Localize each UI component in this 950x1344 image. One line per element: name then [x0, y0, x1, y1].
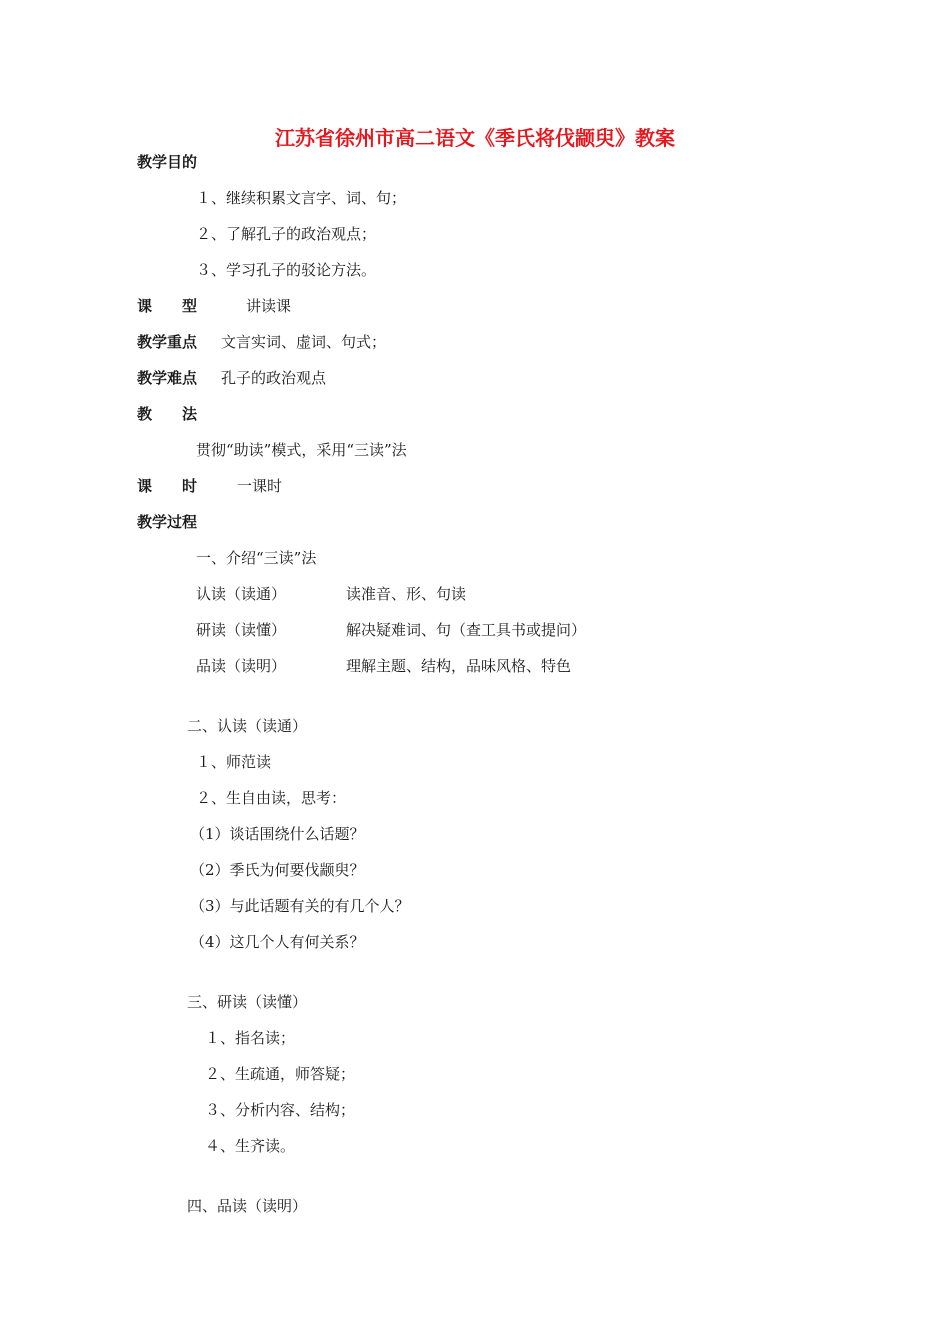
- lesson-type-label: 课 型: [137, 297, 198, 315]
- section3-item-2: ２、生疏通，师答疑；: [205, 1065, 356, 1083]
- read-method-desc-2: 解决疑难词、句（查工具书或提问）: [346, 621, 587, 639]
- method-value: 贯彻“助读”模式，采用“三读”法: [196, 441, 407, 459]
- read-method-desc-1: 读准音、形、句读: [346, 585, 467, 603]
- intro-heading: 一、介绍“三读”法: [196, 549, 317, 567]
- page-title: 江苏省徐州市高二语文《季氏将伐颛臾》教案: [275, 126, 675, 150]
- read-method-name-2: 研读（读懂）: [196, 621, 287, 639]
- difficulties-row: [137, 368, 326, 388]
- key-points-row: [137, 332, 386, 352]
- lesson-type-value: 讲读课: [246, 297, 292, 315]
- class-hours-label: 课 时: [137, 477, 198, 495]
- difficulties-value: 孔子的政治观点: [221, 369, 327, 387]
- class-hours-row: [137, 476, 282, 496]
- process-heading: 教学过程: [137, 513, 198, 531]
- objective-item-2: ２、了解孔子的政治观点；: [196, 225, 377, 243]
- class-hours-value: 一课时: [237, 477, 283, 495]
- section2-item-1: １、师范读: [196, 753, 272, 771]
- key-points-value: 文言实词、虚词、句式；: [221, 333, 387, 351]
- read-method-name-1: 认读（读通）: [196, 585, 287, 603]
- lesson-type-row: [137, 296, 291, 316]
- section2-item-2: ２、生自由读，思考：: [196, 789, 347, 807]
- key-points-label: 教学重点: [137, 333, 198, 351]
- section3-heading: 三、研读（读懂）: [187, 993, 308, 1011]
- section2-heading: 二、认读（读通）: [187, 717, 308, 735]
- section3-item-3: ３、分析内容、结构；: [205, 1101, 356, 1119]
- read-method-desc-3: 理解主题、结构，品味风格、特色: [346, 657, 572, 675]
- question-2: （2）季氏为何要伐颛臾？: [190, 861, 365, 879]
- objectives-heading: 教学目的: [137, 153, 198, 171]
- section4-heading: 四、品读（读明）: [187, 1197, 308, 1215]
- method-label: 教 法: [137, 405, 198, 423]
- read-method-name-3: 品读（读明）: [196, 657, 287, 675]
- section3-item-4: ４、生齐读。: [205, 1137, 296, 1155]
- question-1: （1）谈话围绕什么话题？: [190, 825, 365, 843]
- objective-item-3: ３、学习孔子的驳论方法。: [196, 261, 377, 279]
- question-3: （3）与此话题有关的有几个人？: [190, 897, 410, 915]
- section3-item-1: １、指名读；: [205, 1029, 296, 1047]
- question-4: （4）这几个人有何关系？: [190, 933, 365, 951]
- objective-item-1: １、继续积累文言字、词、句；: [196, 189, 407, 207]
- difficulties-label: 教学难点: [137, 369, 198, 387]
